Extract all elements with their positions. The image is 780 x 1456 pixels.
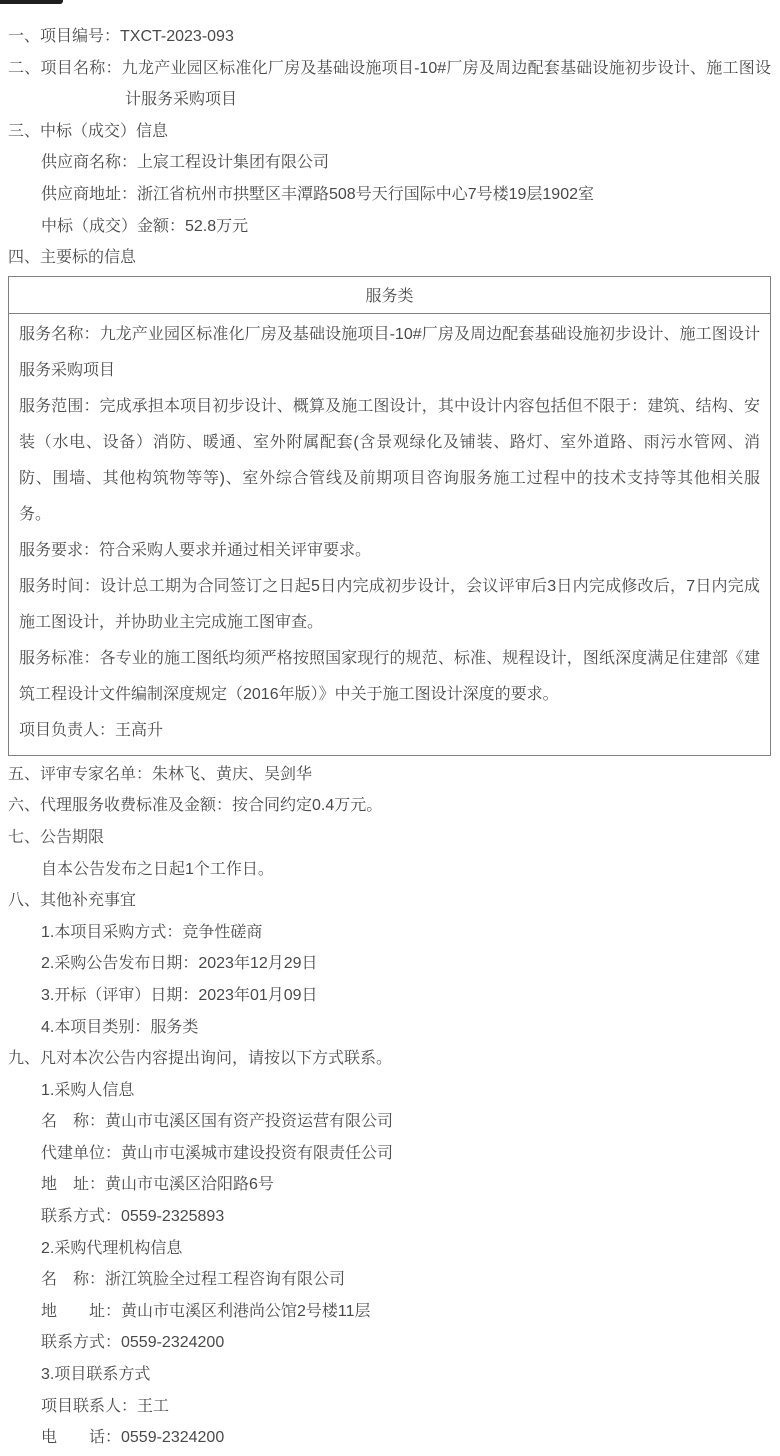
- purchaser-phone-line: 联系方式：0559-2325893: [41, 1208, 225, 1226]
- purchaser-address-line: 地 址：黄山市屯溪区洽阳路6号: [41, 1176, 274, 1194]
- supplier-name-line: 供应商名称：上宸工程设计集团有限公司: [41, 154, 330, 172]
- project-number-line: 一、项目编号：TXCT-2023-093: [8, 28, 234, 45]
- announcement-period-line: 自本公告发布之日起1个工作日。: [41, 860, 274, 878]
- table-body-cell: [9, 313, 771, 755]
- table-row-service-scope: 服务范围：完成承担本项目初步设计、概算及施工图设计，其中设计内容包括但不限于：建筑、结构、安装（水电、设备）消防、暖通、室外附属配套(含景观绿化及铺装、路灯、室外道路、雨污水管网、消防、围墙、其他构筑物等等)、室外综合管线及前期项目咨询服务施工过程中的技术支持等其他相关服务。: [19, 397, 760, 523]
- table-row-service-time: 服务时间：设计总工期为合同签订之日起5日内完成初步设计，会议评审后3日内完成修改后，7日内完成施工图设计，并协助业主完成施工图审查。: [19, 577, 760, 631]
- top-edge-artifact: [0, 0, 63, 4]
- construction-agent-line: 代建单位：黄山市屯溪城市建设投资有限责任公司: [41, 1144, 394, 1162]
- supplement-item: 4.本项目类别：服务类: [41, 1018, 199, 1036]
- table-row-service-standard: 服务标准：各专业的施工图纸均须严格按照国家现行的规范、标准、规程设计，图纸深度满足住建部《建筑工程设计文件编制深度规定（2016年版）》中关于施工图设计深度的要求。: [19, 649, 760, 703]
- table-header-service-category: 服务类: [9, 276, 771, 313]
- award-info-heading: 三、中标（成交）信息: [8, 122, 169, 140]
- project-contact-person-line: 项目联系人：王工: [41, 1397, 170, 1415]
- agency-fee-line: 六、代理服务收费标准及金额：按合同约定0.4万元。: [8, 797, 383, 815]
- supplement-item: 3.开标（评审）日期：2023年01月09日: [41, 986, 318, 1004]
- supplier-address-line: 供应商地址：浙江省杭州市拱墅区丰潭路508号天行国际中心7号楼19层1902室: [41, 185, 594, 203]
- agency-name-line: 名 称：浙江筑脸全过程工程咨询有限公司: [41, 1271, 346, 1289]
- project-contact-phone-line: 电 话：0559-2324200: [41, 1429, 225, 1447]
- announcement-period-heading: 七、公告期限: [8, 828, 105, 846]
- table-row-service-name: 服务名称：九龙产业园区标准化厂房及基础设施项目-10#厂房及周边配套基础设施初步设计、施工图设计服务采购项目: [19, 325, 760, 379]
- contact-section-heading: 九、凡对本次公告内容提出询问，请按以下方式联系。: [8, 1050, 393, 1068]
- agency-info-heading: 2.采购代理机构信息: [41, 1239, 183, 1257]
- supplement-item: 1.本项目采购方式：竞争性磋商: [41, 923, 263, 941]
- purchaser-name-line: 名 称：黄山市屯溪区国有资产投资运营有限公司: [41, 1113, 394, 1131]
- project-name-line: 二、项目名称：九龙产业园区标准化厂房及基础设施项目-10#厂房及周边配套基础设施初步设计、施工图设计服务采购项目: [8, 59, 771, 109]
- project-contact-heading: 3.项目联系方式: [41, 1366, 151, 1384]
- agency-phone-line: 联系方式：0559-2324200: [41, 1334, 225, 1352]
- subject-matter-table: [8, 276, 771, 756]
- table-row-project-leader: 项目负责人：王高升: [19, 721, 164, 739]
- supplement-item: 2.采购公告发布日期：2023年12月29日: [41, 955, 318, 973]
- purchaser-info-heading: 1.采购人信息: [41, 1081, 135, 1099]
- supplement-heading: 八、其他补充事宜: [8, 892, 137, 910]
- award-amount-line: 中标（成交）金额：52.8万元: [41, 217, 249, 235]
- agency-address-line: 地 址：黄山市屯溪区利港尚公馆2号楼11层: [41, 1302, 371, 1320]
- experts-line: 五、评审专家名单：朱林飞、黄庆、吴剑华: [8, 765, 313, 783]
- table-row-service-requirement: 服务要求：符合采购人要求并通过相关评审要求。: [19, 541, 372, 559]
- subject-info-heading: 四、主要标的信息: [8, 249, 137, 267]
